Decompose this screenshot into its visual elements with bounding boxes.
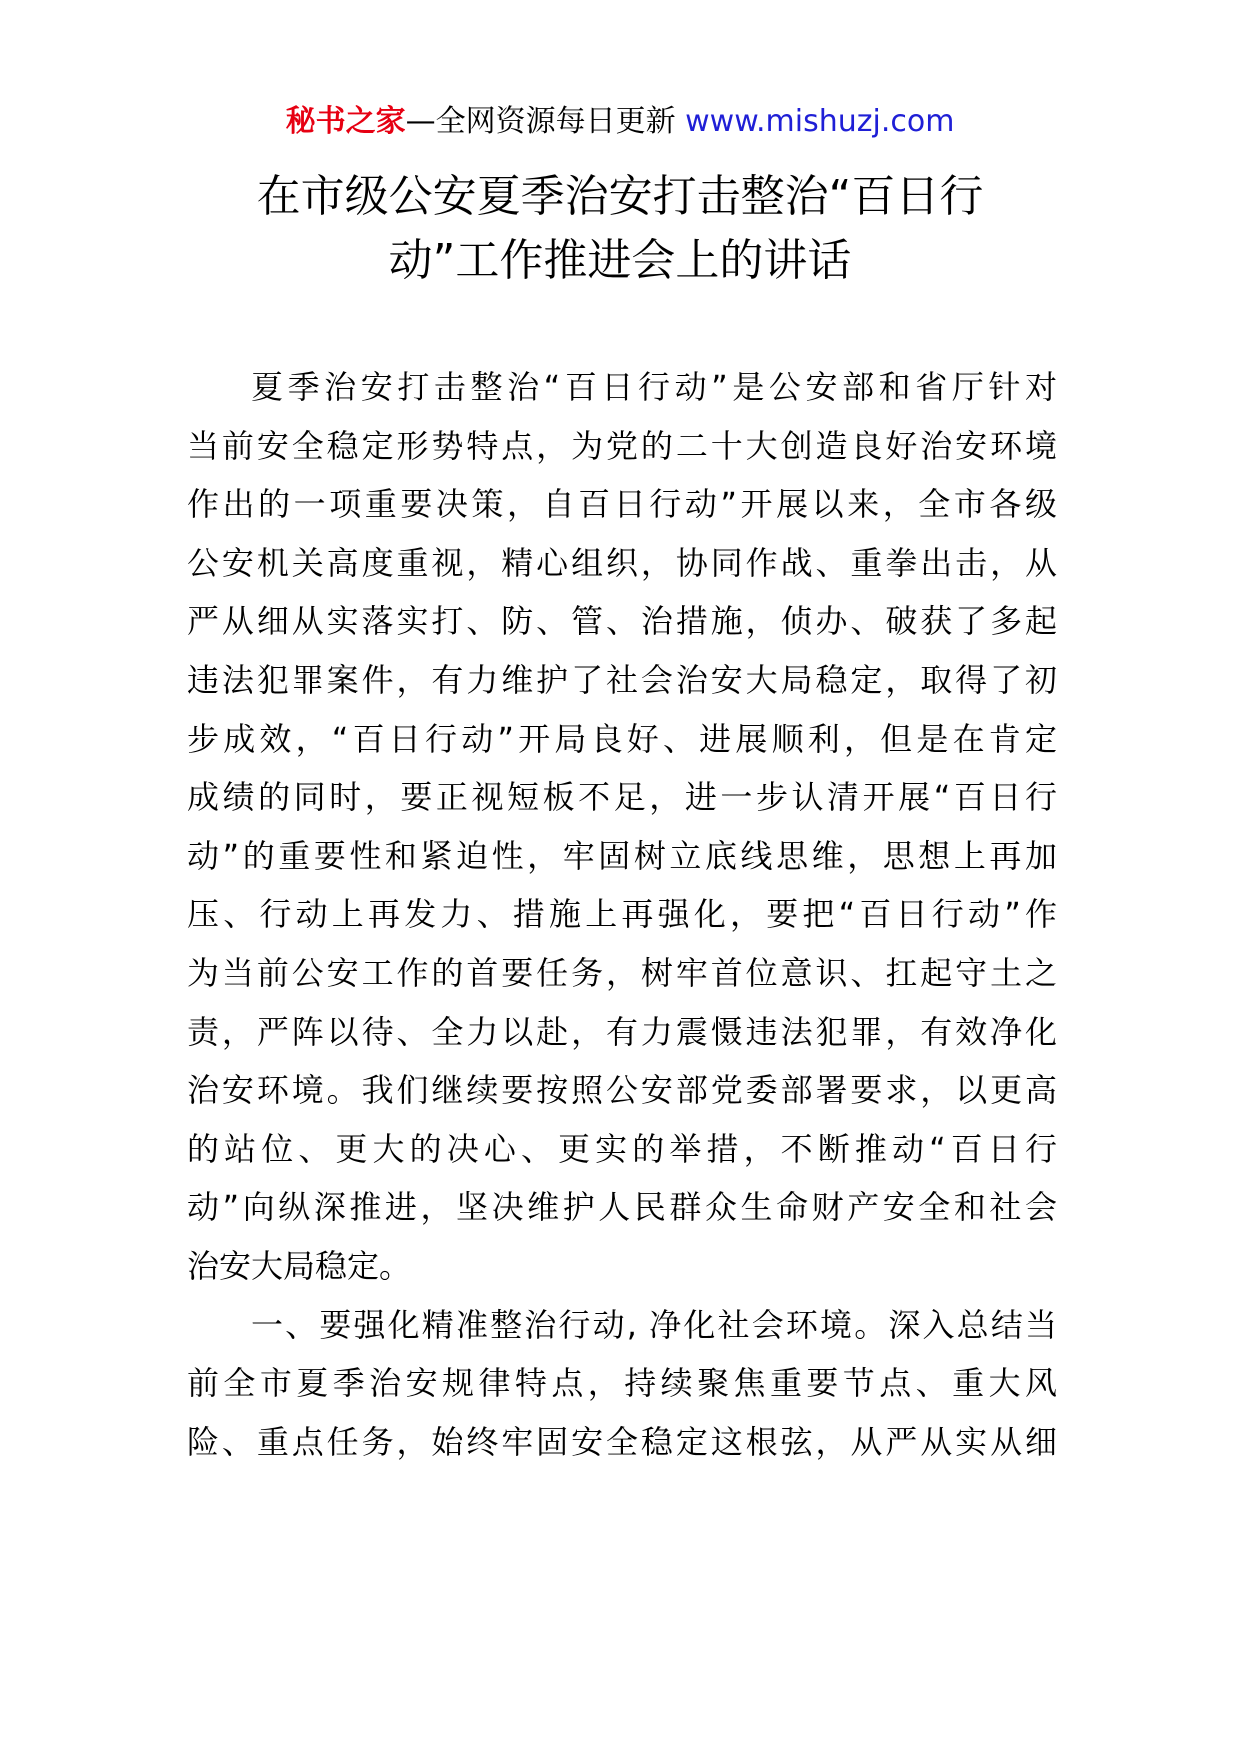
text-line: 险、重点任务，始终牢固安全稳定这根弦，从严从实从细	[187, 1422, 1057, 1461]
text-line: 的站位、更大的决心、更实的举措，不断推动“百日行	[187, 1129, 1057, 1168]
text-line: 成绩的同时，要正视短板不足，进一步认清开展“百日行	[187, 778, 1057, 817]
text-line: 作出的一项重要决策，自百日行动”开展以来，全市各级	[187, 485, 1057, 524]
paragraph-1	[187, 358, 1057, 1296]
site-header	[0, 101, 1240, 143]
text-line: 夏季治安打击整治“百日行动”是公安部和省厅针对	[251, 368, 1057, 406]
text-line: 治安环境。我们继续要按照公安部党委部署要求，以更高	[187, 1071, 1057, 1110]
site-url-link[interactable]: www.mishuzj.com	[685, 104, 955, 139]
text-line: 违法犯罪案件，有力维护了社会治安大局稳定，取得了初	[187, 660, 1057, 699]
text-line: 动”的重要性和紧迫性，牢固树立底线思维，思想上再加	[187, 836, 1057, 875]
text-line: 严从细从实落实打、防、管、治措施，侦办、破获了多起	[187, 602, 1057, 641]
text-line: 前全市夏季治安规律特点，持续聚焦重要节点、重大风	[187, 1364, 1057, 1403]
site-name: 秘书之家	[285, 104, 406, 139]
text-line: 动”向纵深推进，坚决维护人民群众生命财产安全和社会	[187, 1188, 1057, 1227]
paragraph-2	[187, 1296, 1057, 1472]
site-tagline: —全网资源每日更新	[405, 104, 686, 139]
text-line: 治安大局稳定。	[187, 1246, 412, 1285]
text-line: 一、要强化精准整治行动, 净化社会环境。深入总结当	[251, 1305, 1057, 1344]
title-line: 在市级公安夏季治安打击整治“百日行	[256, 171, 984, 222]
text-line: 责，严阵以待、全力以赴，有力震慑违法犯罪，有效净化	[187, 1012, 1057, 1051]
text-line: 步成效，“百日行动”开局良好、进展顺利，但是在肯定	[187, 719, 1057, 758]
title-line: 动”工作推进会上的讲话	[388, 235, 852, 286]
text-line: 公安机关高度重视，精心组织，协同作战、重拳出击，从	[187, 543, 1057, 582]
document-title	[186, 165, 1054, 293]
text-line: 当前安全稳定形势特点，为党的二十大创造良好治安环境	[187, 426, 1057, 465]
text-line: 压、行动上再发力、措施上再强化，要把“百日行动”作	[187, 895, 1057, 934]
document-body	[187, 358, 1057, 1471]
text-line: 为当前公安工作的首要任务，树牢首位意识、扛起守土之	[187, 953, 1057, 992]
